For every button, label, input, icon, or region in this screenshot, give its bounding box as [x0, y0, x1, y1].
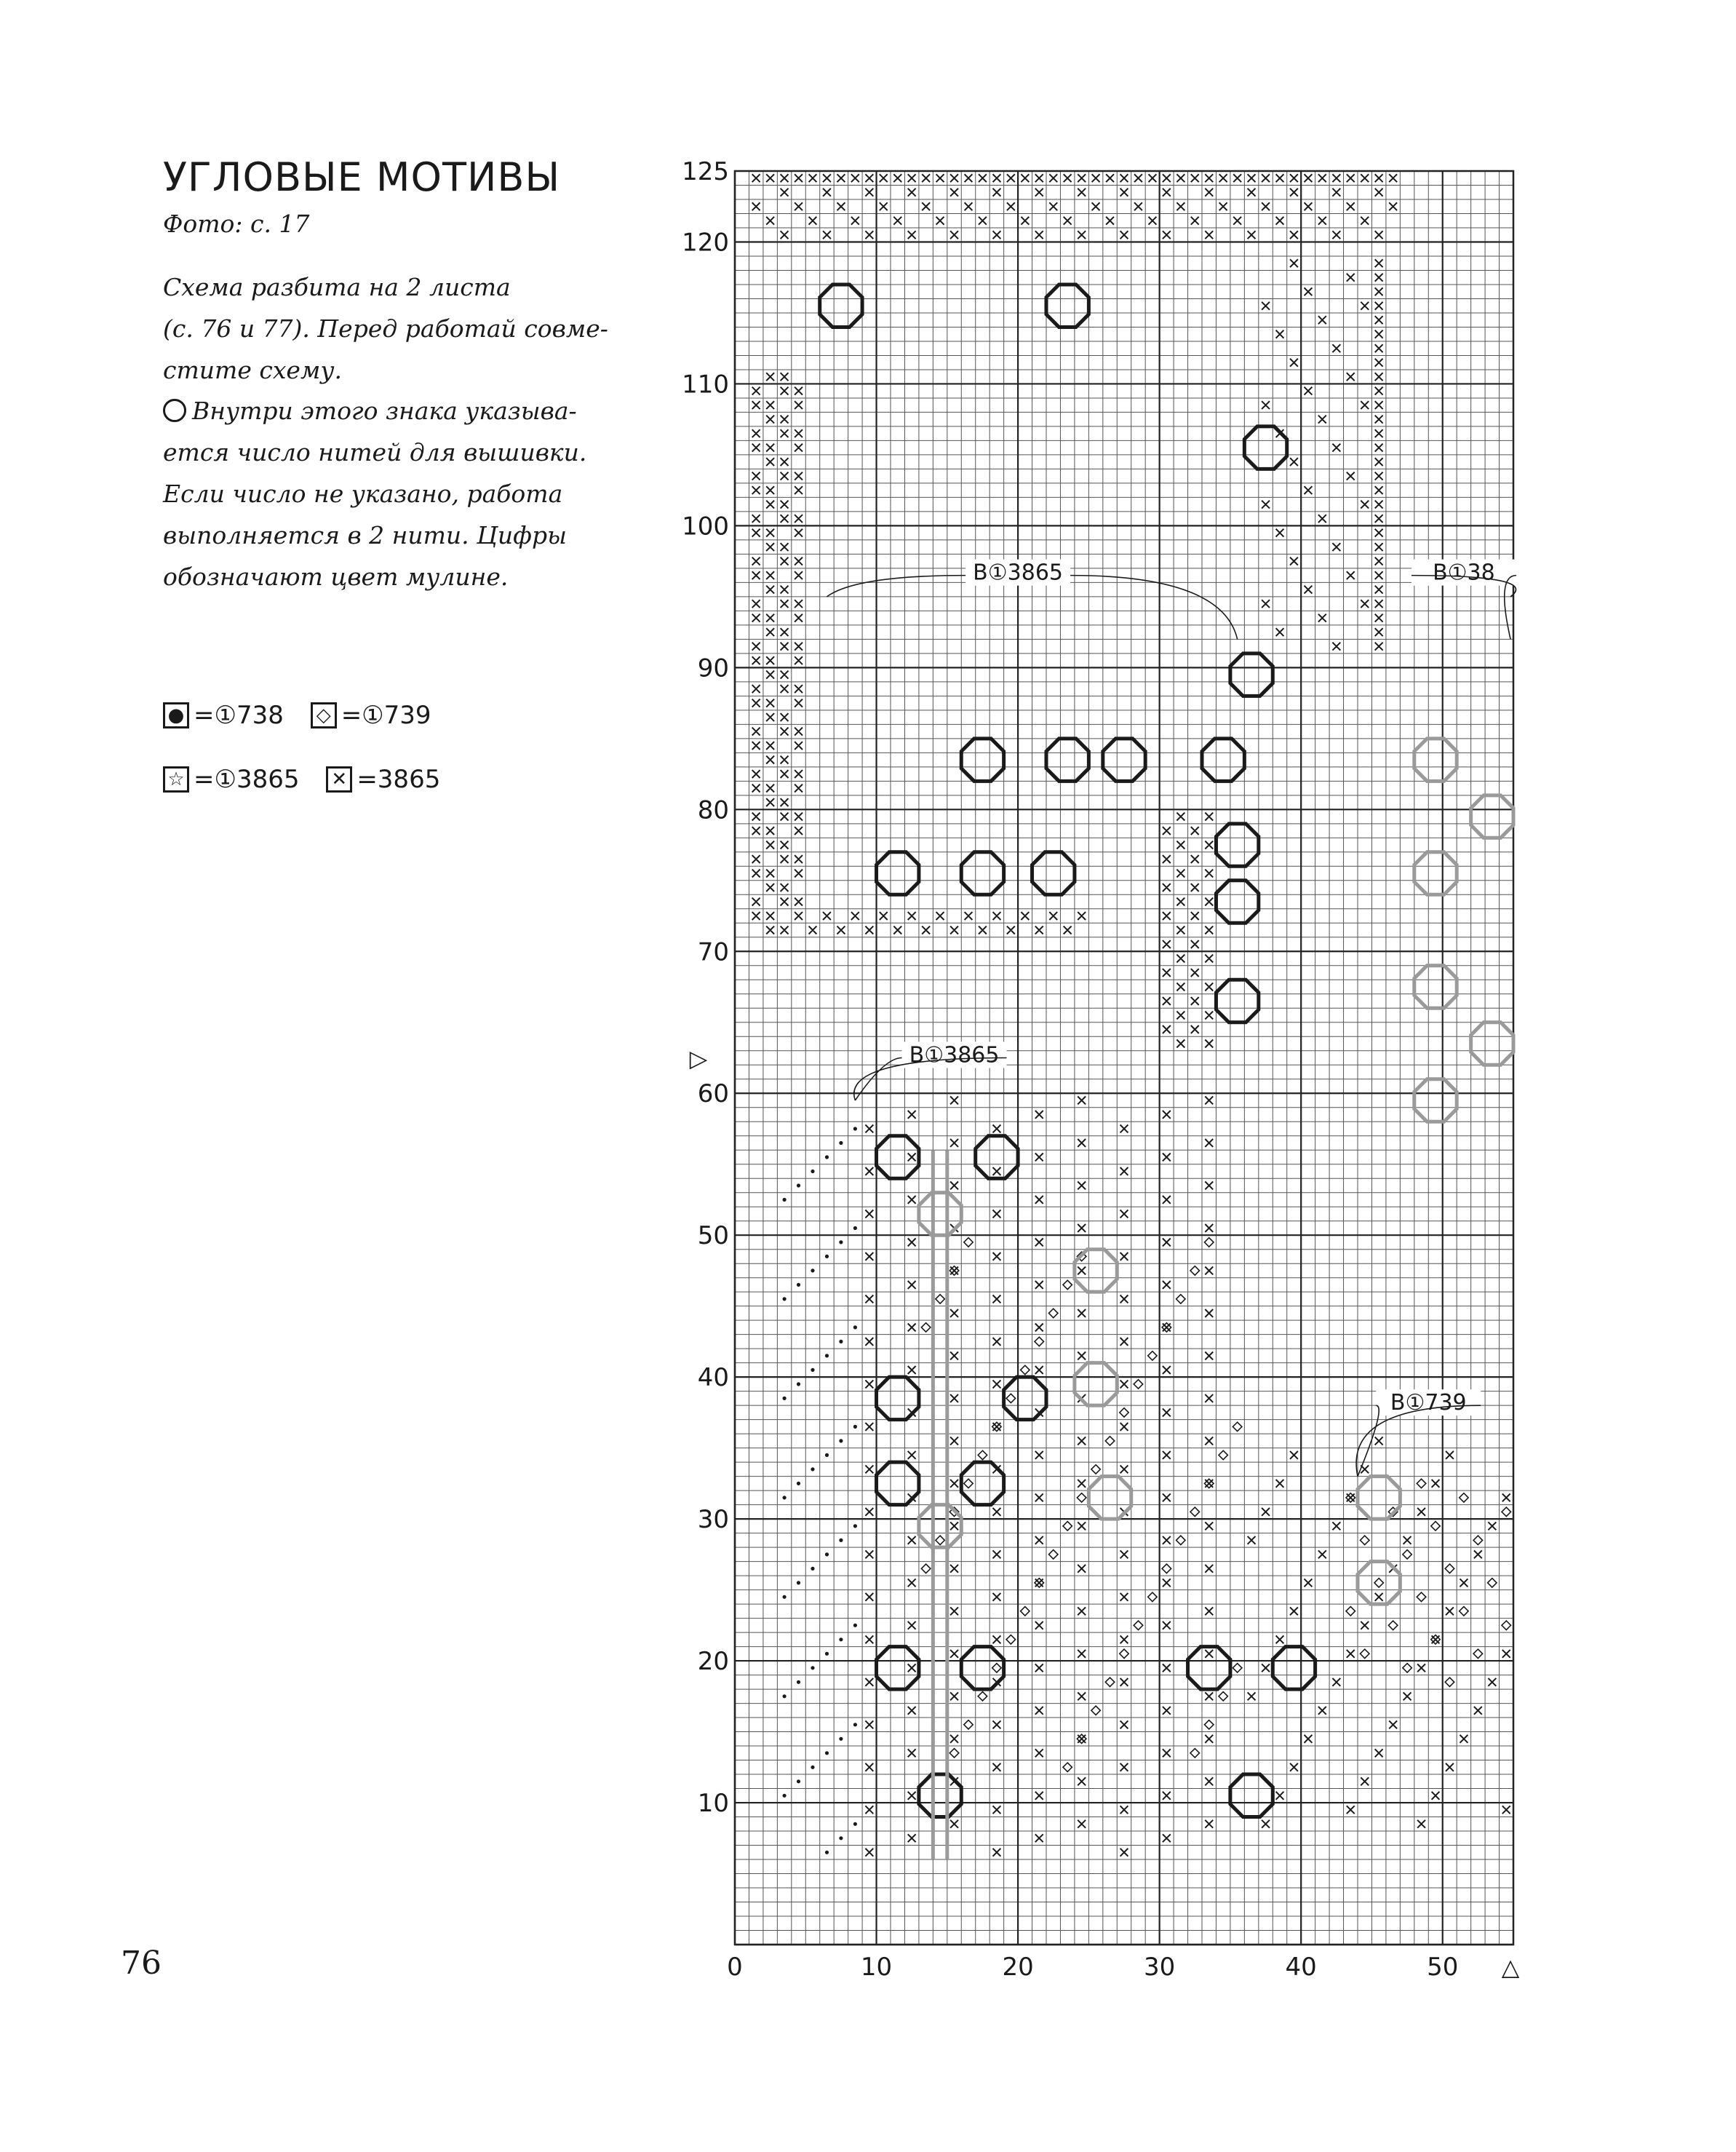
x-tick-label: 20: [1002, 1953, 1034, 1982]
x-tick-label: 0: [727, 1953, 743, 1982]
x-tick-label: 30: [1144, 1953, 1176, 1982]
diamond-symbol-icon: ◇: [311, 702, 337, 728]
y-tick-label: 70: [697, 937, 729, 967]
legend-label: =①738: [194, 701, 284, 730]
y-tick-label: 125: [682, 157, 729, 186]
x-tick-label: 40: [1285, 1953, 1317, 1982]
description-line: выполняется в 2 нити. Цифры: [163, 521, 568, 549]
legend-label: =3865: [357, 765, 441, 794]
center-marker-x-icon: △: [1501, 1953, 1520, 1981]
y-tick-label: 100: [682, 512, 729, 541]
description-line: Схема разбита на 2 листа: [163, 273, 511, 301]
callout-leader-line: [1356, 1405, 1481, 1476]
y-tick-label: 110: [682, 370, 729, 400]
legend-label: =①739: [341, 701, 431, 730]
y-tick-label: 20: [697, 1647, 729, 1677]
callout-label: B①3865: [909, 1042, 1000, 1068]
y-tick-label: 10: [697, 1789, 729, 1819]
y-tick-label: 30: [697, 1505, 729, 1535]
grid-frame: [735, 171, 1513, 1945]
description-line: обозначают цвет мулине.: [163, 563, 509, 591]
cross-symbol-icon: ✕: [326, 766, 352, 793]
grid-major-lines: [735, 171, 1513, 1945]
y-tick-label: 60: [697, 1079, 729, 1109]
y-tick-label: 120: [682, 228, 729, 258]
star-symbol-icon: ☆: [163, 766, 189, 793]
y-tick-label: 80: [697, 795, 729, 825]
description-line: ется число нитей для вышивки.: [163, 438, 587, 466]
dot-symbol-icon: ●: [163, 702, 189, 728]
callout-label: B①739: [1390, 1390, 1467, 1416]
x-tick-label: 50: [1427, 1953, 1459, 1982]
description-line-text: Внутри этого знака указыва-: [192, 397, 577, 425]
description-line: (с. 76 и 77). Перед работай совме-: [163, 314, 608, 343]
x-tick-label: 10: [860, 1953, 893, 1982]
center-marker-y-icon: ▷: [689, 1044, 708, 1073]
y-tick-label: 50: [697, 1221, 729, 1251]
callout-label: B①38: [1433, 560, 1495, 586]
description-line: стите схему.: [163, 356, 342, 384]
legend-label: =①3865: [194, 765, 300, 794]
description-line: Если число не указано, работа: [163, 480, 563, 508]
grid-lines: [735, 171, 1513, 1945]
page-title: УГЛОВЫЕ МОТИВЫ: [163, 154, 561, 200]
page-number: 76: [121, 1945, 162, 1982]
y-tick-label: 40: [697, 1363, 729, 1393]
photo-reference: Фото: с. 17: [163, 210, 310, 238]
y-tick-label: 90: [697, 654, 729, 683]
callout-label: B①3865: [973, 560, 1064, 586]
